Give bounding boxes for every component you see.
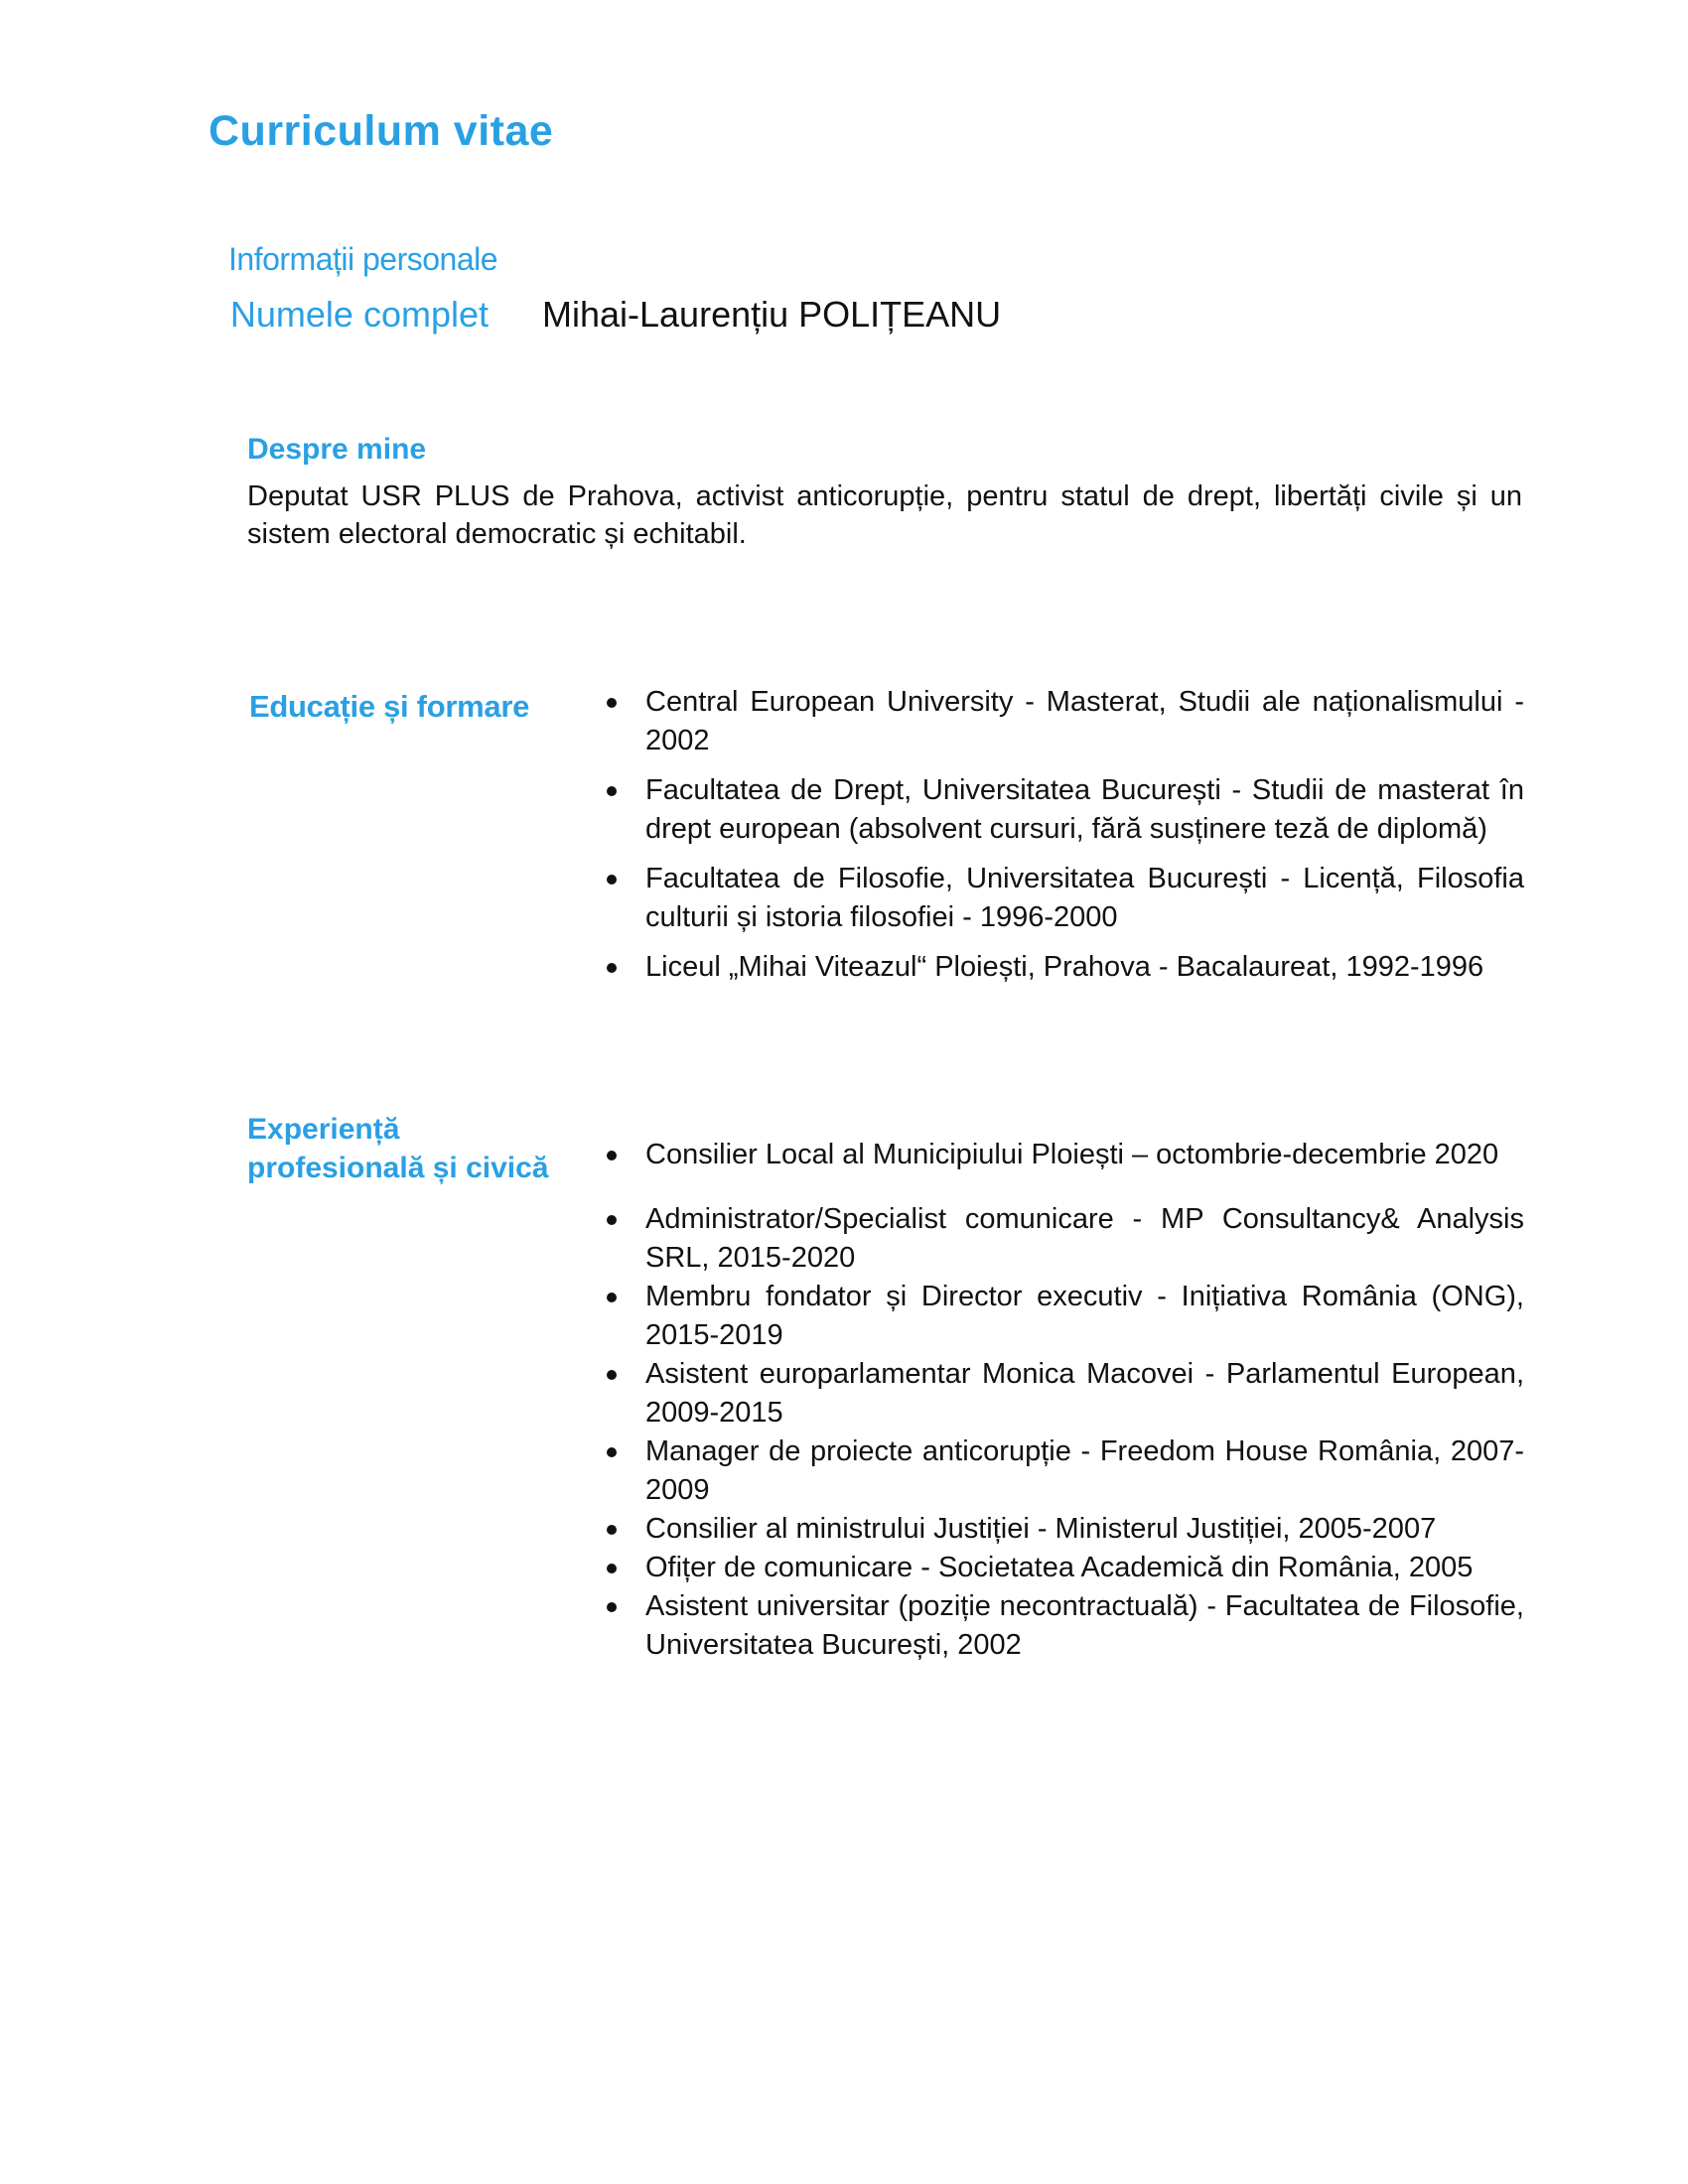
section-heading-personal-info: Informații personale [228,241,498,277]
section-heading-education: Educație și formare [249,689,530,724]
education-item: Central European University - Masterat, Studii ale naționalismului - 2002 [591,683,1524,760]
experience-item: Manager de proiecte anticorupție - Freedom House România, 2007-2009 [591,1433,1524,1510]
experience-item: Membru fondator și Director executiv - Inițiativa România (ONG), 2015-2019 [591,1278,1524,1355]
education-item: Liceul „Mihai Viteazul“ Ploiești, Prahova - Bacalaureat, 1992-1996 [591,948,1524,987]
experience-list [591,1136,1524,1665]
section-heading-experience: Experiență profesională și civică [247,1113,549,1184]
full-name-label: Numele complet [229,294,489,335]
experience-item: Consilier Local al Municipiului Ploiești – octombrie-decembrie 2020 [591,1136,1524,1174]
section-heading-about-me: Despre mine [247,433,427,466]
education-item: Facultatea de Filosofie, Universitatea București - Licență, Filosofia culturii și istoria filosofiei - 1996-2000 [591,860,1524,937]
experience-item: Administrator/Specialist comunicare - MP Consultancy& Analysis SRL, 2015-2020 [591,1200,1524,1278]
page-title: Curriculum vitae [209,107,554,155]
experience-item: Consilier al ministrului Justiției - Ministerul Justiției, 2005-2007 [591,1510,1524,1549]
education-list [591,683,1524,998]
about-me-text: Deputat USR PLUS de Prahova, activist anticorupție, pentru statul de drept, libertăți civile și un sistem electoral democratic și echitabil. [247,480,1522,550]
education-item: Facultatea de Drept, Universitatea București - Studii de masterat în drept european (absolvent cursuri, fără susținere teză de diplomă) [591,771,1524,849]
experience-item: Ofițer de comunicare - Societatea Academică din România, 2005 [591,1549,1524,1587]
experience-item: Asistent europarlamentar Monica Macovei - Parlamentul European, 2009-2015 [591,1355,1524,1433]
full-name-value: Mihai-Laurențiu POLIȚEANU [542,294,1002,335]
experience-item: Asistent universitar (poziție necontractuală) - Facultatea de Filosofie, Universitatea București, 2002 [591,1587,1524,1665]
